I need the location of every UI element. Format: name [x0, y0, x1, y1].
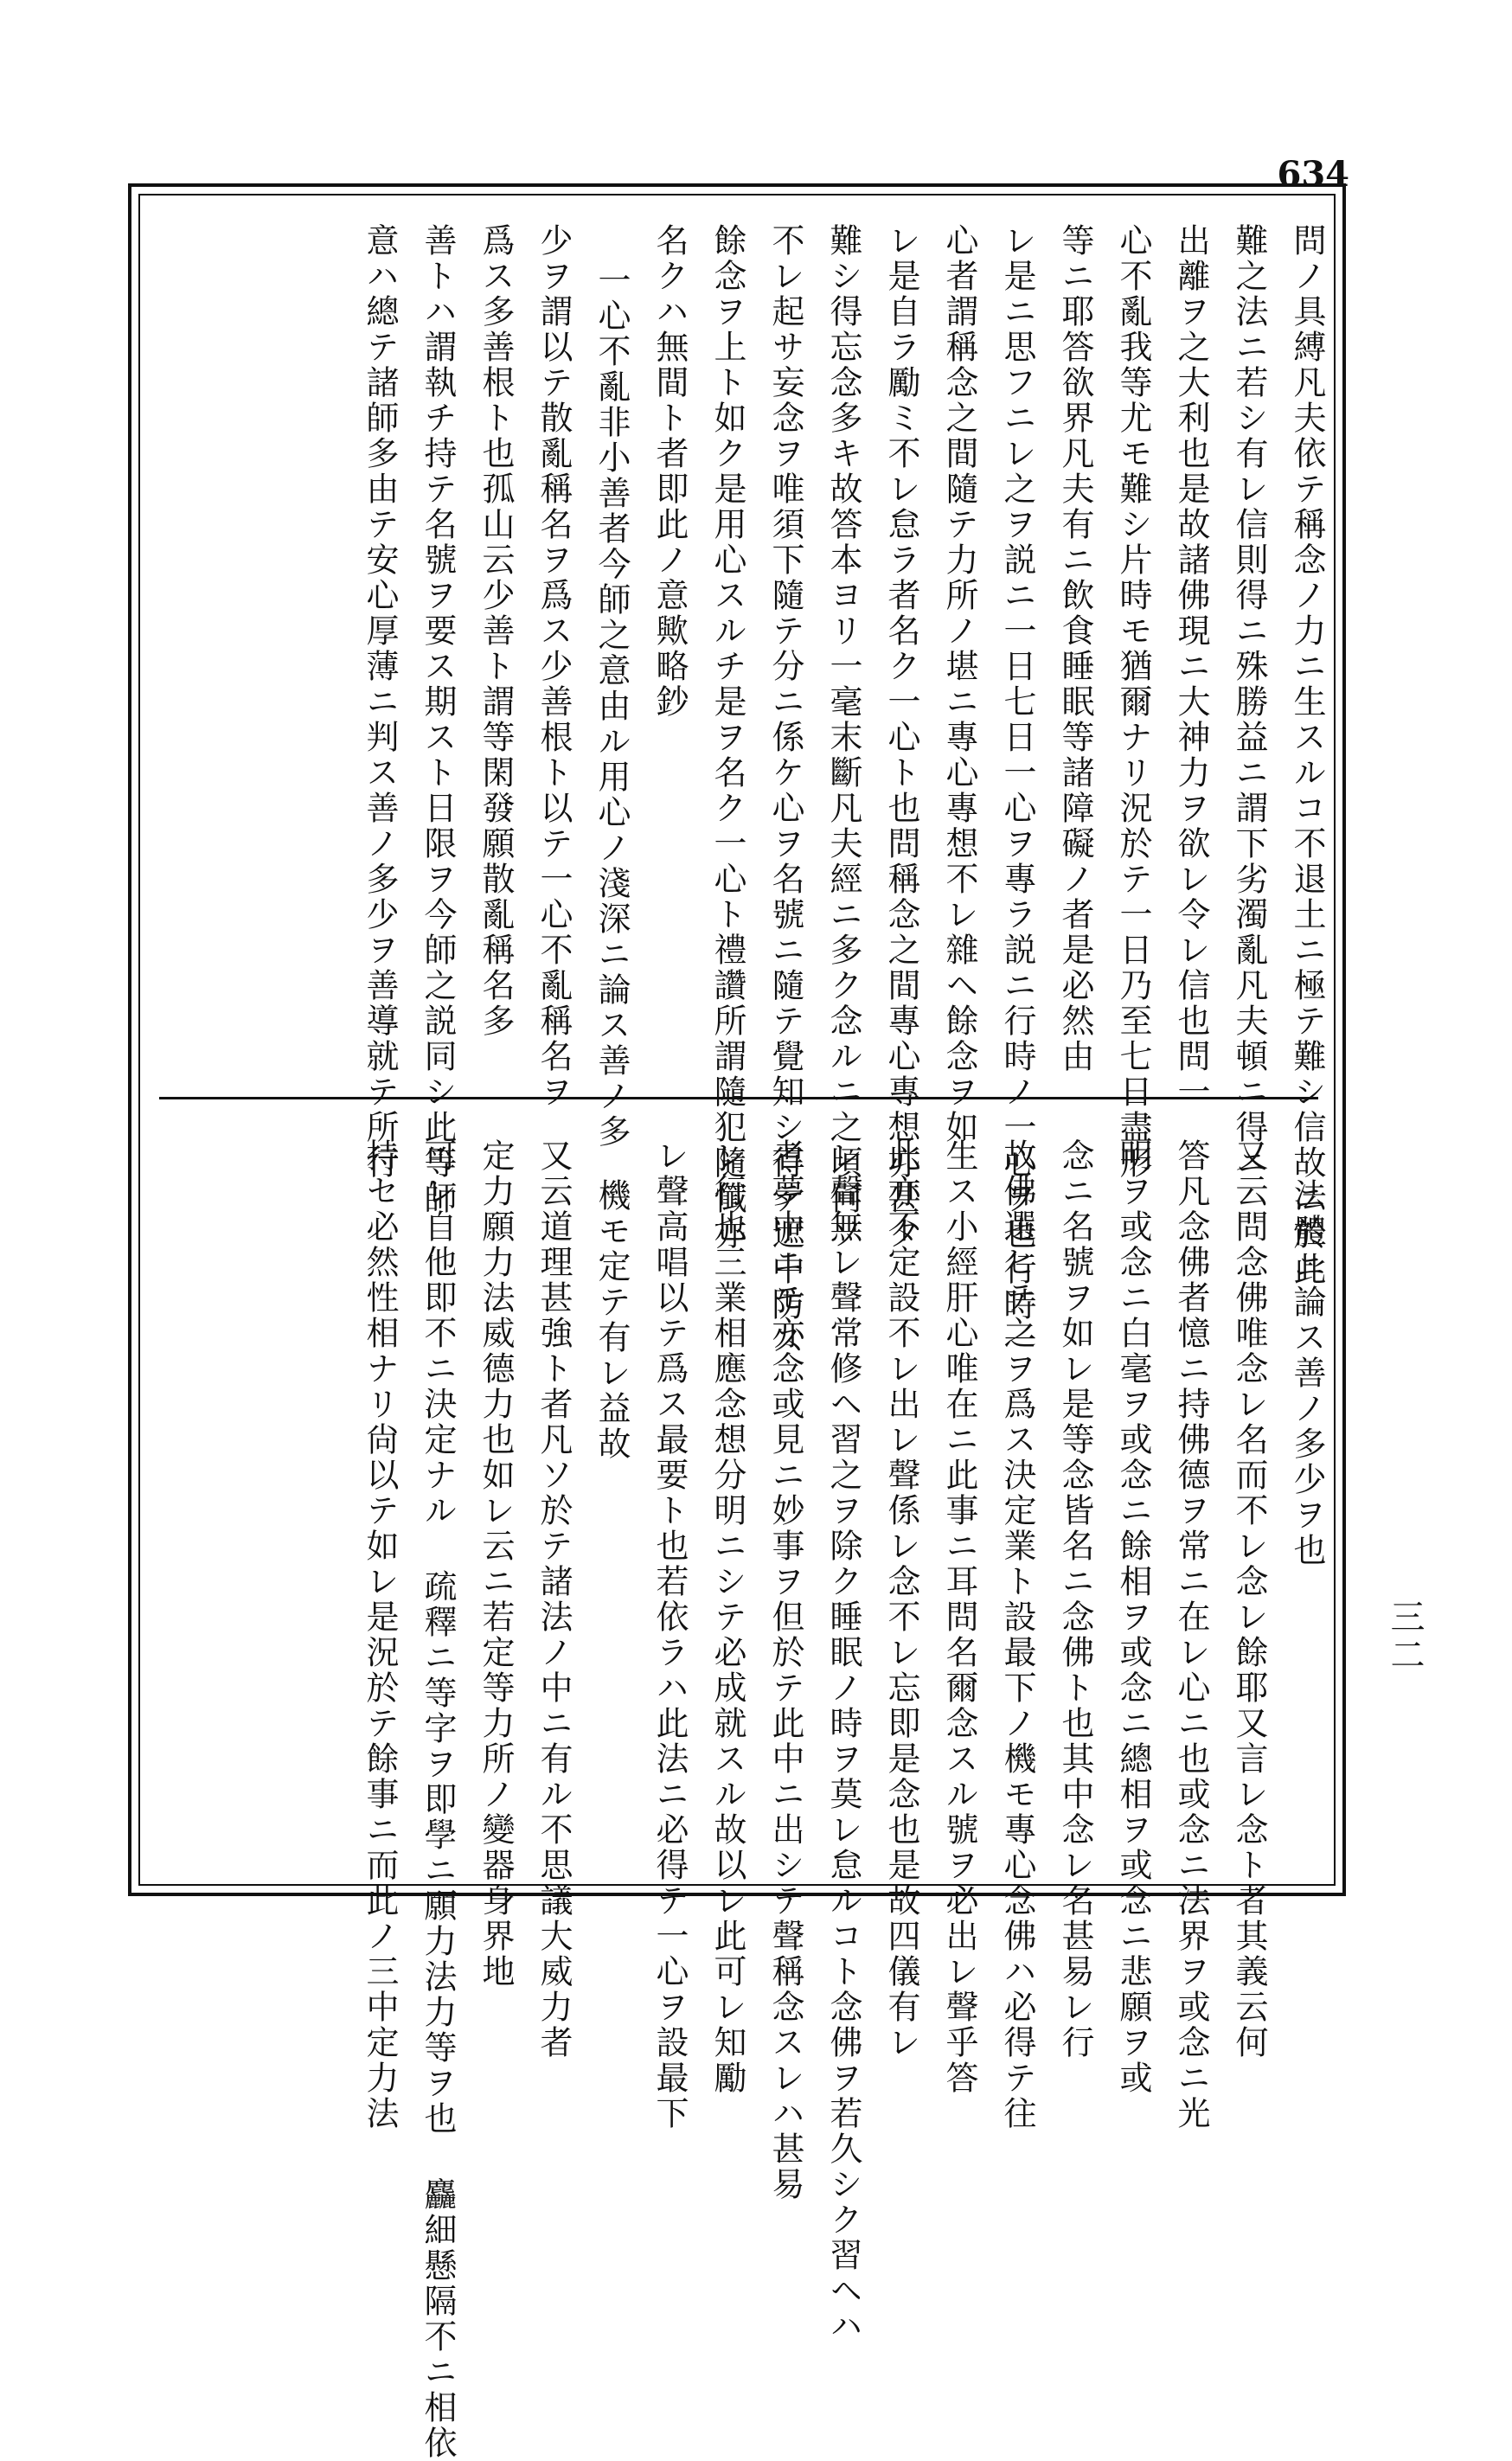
- text-column: 善トハ謂執チ持テ名號ヲ要ス期スト日限ヲ今師之説同シ此等師: [419, 223, 457, 1216]
- text-column: 少ヲ謂以テ散亂稱名ヲ爲ス少善根ト以テ一心不亂稱名ヲ: [535, 223, 573, 1110]
- text-column: 法體ニ論ス善ノ多少ヲ也: [1288, 1178, 1326, 1568]
- text-column: 難之法ニ若シ有レ信則得ニ殊勝益ニ謂下劣濁亂凡夫頓ニ得ニ: [1230, 223, 1268, 1181]
- lower-text-block: [338, 1138, 1326, 2461]
- text-column: 爲ス多善根ト也孤山云少善ト謂等閑發願散亂稱名多: [477, 223, 515, 1039]
- text-column: 明ヲ或念ニ白毫ヲ或念ニ餘相ヲ或念ニ總相ヲ或念ニ悲願ヲ或: [1114, 1138, 1152, 2096]
- text-column: レ行也三業相應念想分明ニシテ必成就スル故以レ此可レ知勵: [708, 1138, 746, 2096]
- text-column: 餘念ヲ上ト如ク是用心スルチ是ヲ名ク一心ト禮讚所謂隨犯隨懺亦: [708, 223, 746, 1252]
- text-column: 意ハ總テ諸師多由テ安心厚薄ニ判ス善ノ多少ヲ善導就テ所行: [361, 223, 399, 1181]
- text-column: 一心不亂非小善者今師之意由ル用心ノ淺深ニ論ス善ノ多: [593, 263, 631, 1150]
- text-column: 又云道理甚強ト者凡ソ於テ諸法ノ中ニ有ル不思議大威力者: [535, 1138, 573, 2060]
- text-column: 難シ得忘念多キ故答本ヨリ一毫末斷凡夫經ニ多ク念ルニ之頃何ソ: [824, 223, 862, 1252]
- text-column: 定力願力法威德力也如レ云ニ若定等力所ノ變器身界地: [477, 1138, 515, 1990]
- text-column: 出離ヲ之大利也是故諸佛現ニ大神力ヲ欲レ令レ信也問一: [1172, 223, 1210, 1110]
- text-column: 持セ必然性相ナリ尙以テ如レ是況於テ餘事ニ而此ノ三中定力法: [361, 1138, 399, 2131]
- text-column: レ聲無レ聲常修ヘ習之ヲ除ク睡眠ノ時ヲ莫レ怠ルコト念佛ヲ若久シク習ヘハ: [824, 1138, 862, 2344]
- text-column: 又云問念佛唯念レ名而不レ念レ餘耶又言レ念ト者其義云何: [1230, 1138, 1268, 2060]
- side-page-label: 三二: [1385, 1599, 1425, 1675]
- text-column: 機モ定テ有レ益故: [593, 1178, 631, 1462]
- text-column: 答凡念佛者憶ニ持佛德ヲ常ニ在レ心ニ也或念ニ法界ヲ或念ニ光: [1172, 1138, 1210, 2131]
- text-column: 念ニ名號ヲ如レ是等念皆名ニ念佛ト也其中念レ名甚易レ行: [1056, 1138, 1094, 2060]
- text-column: レ是ニ思フニレ之ヲ説ニ一日七日一心ヲ專ラ説ニ行時ノ一心ヲ也行時一: [998, 223, 1036, 1358]
- text-column: レ聲高唱以テ爲ス最要ト也若依ラハ此法ニ必得テ一心ヲ設最下: [650, 1138, 689, 2131]
- text-column: レ是自ラ勵ミ不レ怠ラ者名ク一心ト也問稱念之間專心專想亦甚タ: [882, 223, 920, 1252]
- text-column: 此亦不定設不レ出レ聲係レ念不レ忘即是念也是故四儀有レ: [882, 1138, 920, 2060]
- text-column: 者夢中ニモ亦念或見ニ妙事ヲ但於テ此中ニ出シテ聲稱念スレハ甚易: [766, 1138, 804, 2202]
- text-column: 生ス小經肝心唯在ニ此事ニ耳問名爾念スル號ヲ必出レ聲乎答: [940, 1138, 978, 2096]
- text-column: 問ノ具縛凡夫依テ稱念ノ力ニ生スルコ不退土ニ極テ難シ信故ニ於此: [1288, 223, 1326, 1287]
- text-column: 心者謂稱念之間隨テ力所ノ堪ニ專心專想不レ雜ヘ餘念ヲ如: [940, 223, 978, 1145]
- text-column: 名クハ無間ト者即此ノ意歟略鈔: [650, 223, 689, 720]
- text-column: 心不亂我等尤モ難シ片時モ猶爾ナリ況於テ一日乃至七日盡形: [1114, 223, 1152, 1181]
- page-number: 634: [1277, 154, 1349, 195]
- text-column: 可レ自他即不ニ決定ナル 疏釋ニ等字ヲ即學ニ願力法力等ヲ也 麤細懸隔不ニ相依: [419, 1138, 457, 2461]
- text-column: 不レ起サ妄念ヲ唯須下隨テ分ニ係ケ心ヲ名號ニ隨テ覺知シ得テ遮中防ス: [766, 223, 804, 1358]
- text-column: 等ニ耶答欲界凡夫有ニ飲食睡眠等諸障礙ノ者是必然由: [1056, 223, 1094, 1074]
- text-column: 故佛選ヒテ之ヲ爲ス決定業ト設最下ノ機モ專心念佛ハ必得テ往: [998, 1138, 1036, 2131]
